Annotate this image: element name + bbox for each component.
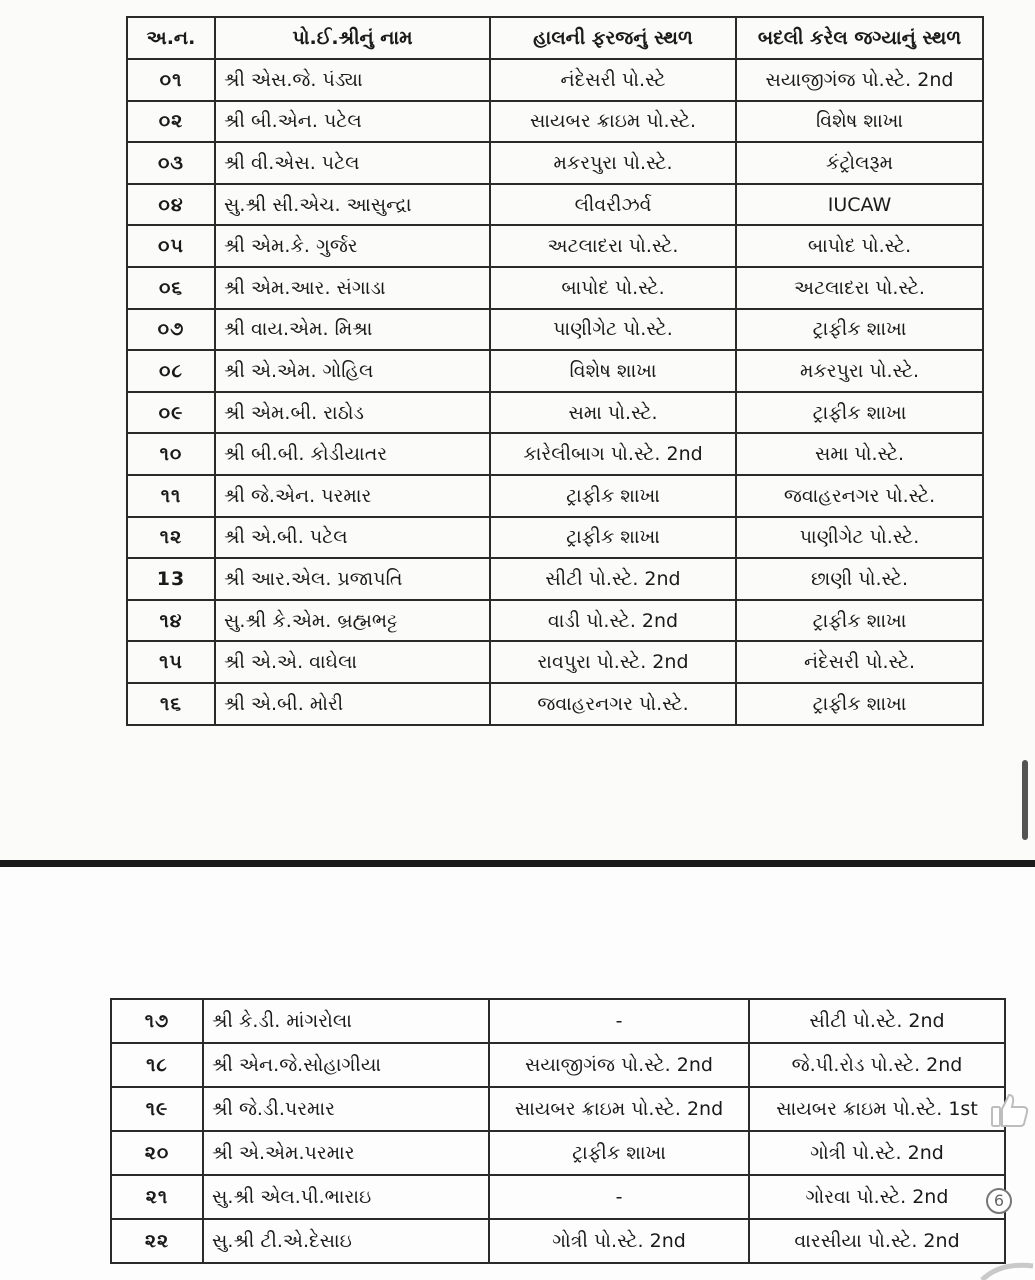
table-row [127, 683, 983, 725]
new-post-cell: છાણી પો.સ્ટે. [736, 558, 983, 600]
table-row [127, 142, 983, 184]
table-row [111, 1043, 1005, 1087]
table-header-row [127, 17, 983, 59]
officer-name-cell: શ્રી બી.બી. કોડીયાતર [215, 433, 490, 475]
table-row [111, 1219, 1005, 1263]
new-post-cell: ટ્રાફીક શાખા [736, 309, 983, 351]
officer-name-cell: શ્રી એ.બી. પટેલ [215, 517, 490, 559]
table-row [127, 641, 983, 683]
new-post-cell: અટલાદરા પો.સ્ટે. [736, 267, 983, 309]
current-post-cell: - [489, 999, 749, 1043]
page-divider [0, 860, 1035, 867]
table-row [127, 475, 983, 517]
officer-name-cell: શ્રી એ.એમ. ગોહિલ [215, 350, 490, 392]
officer-name-cell: સુ.શ્રી સી.એચ. આસુન્દ્રા [215, 184, 490, 226]
serial-number-cell: ૨૧ [111, 1175, 203, 1219]
current-post-cell: - [489, 1175, 749, 1219]
current-post-cell: વાડી પો.સ્ટે. 2nd [490, 600, 736, 642]
serial-number-cell: ૧૨ [127, 517, 215, 559]
corner-decoration [980, 1262, 1035, 1280]
serial-number-cell: 13 [127, 558, 215, 600]
table-row [127, 267, 983, 309]
table-row [111, 1175, 1005, 1219]
officer-name-cell: શ્રી વી.એસ. પટેલ [215, 142, 490, 184]
serial-number-cell: ૦૮ [127, 350, 215, 392]
table-row [127, 225, 983, 267]
officer-name-cell: શ્રી એન.જે.સોહાગીયા [203, 1043, 489, 1087]
current-post-cell: સમા પો.સ્ટે. [490, 392, 736, 434]
new-post-cell: સયાજીગંજ પો.સ્ટે. 2nd [736, 59, 983, 101]
new-post-cell: મકરપુરા પો.સ્ટે. [736, 350, 983, 392]
officer-name-cell: શ્રી જે.એન. પરમાર [215, 475, 490, 517]
serial-number-cell: ૦૨ [127, 101, 215, 143]
table-row [127, 184, 983, 226]
serial-number-cell: ૧૫ [127, 641, 215, 683]
table-row [127, 433, 983, 475]
new-post-cell: પાણીગેટ પો.સ્ટે. [736, 517, 983, 559]
current-post-cell: અટલાદરા પો.સ્ટે. [490, 225, 736, 267]
new-post-cell: IUCAW [736, 184, 983, 226]
table-row [127, 600, 983, 642]
table-row [127, 517, 983, 559]
table-row [111, 1131, 1005, 1175]
serial-number-cell: ૧૪ [127, 600, 215, 642]
table-row [127, 558, 983, 600]
officer-name-cell: શ્રી આર.એલ. પ્રજાપતિ [215, 558, 490, 600]
officer-name-cell: શ્રી એમ.આર. સંગાડા [215, 267, 490, 309]
new-post-cell: સમા પો.સ્ટે. [736, 433, 983, 475]
serial-number-cell: ૦૬ [127, 267, 215, 309]
table-row [127, 392, 983, 434]
new-post-cell: ટ્રાફીક શાખા [736, 600, 983, 642]
officer-name-cell: શ્રી બી.એન. પટેલ [215, 101, 490, 143]
officer-name-cell: શ્રી એ.એ. વાઘેલા [215, 641, 490, 683]
current-post-cell: સાયબર ક્રાઇમ પો.સ્ટે. [490, 101, 736, 143]
serial-number-cell: ૦૫ [127, 225, 215, 267]
officer-name-cell: સુ.શ્રી ટી.એ.દેસાઇ [203, 1219, 489, 1263]
current-post-cell: ટ્રાફીક શાખા [489, 1131, 749, 1175]
officer-name-cell: શ્રી એમ.કે. ગુર્જર [215, 225, 490, 267]
current-post-cell: મકરપુરા પો.સ્ટે. [490, 142, 736, 184]
current-post-cell: વિશેષ શાખા [490, 350, 736, 392]
officer-name-cell: સુ.શ્રી એલ.પી.ભારાઇ [203, 1175, 489, 1219]
new-post-cell: બાપોદ પો.સ્ટે. [736, 225, 983, 267]
current-post-cell: લીવરીઝર્વ [490, 184, 736, 226]
serial-number-cell: ૧૦ [127, 433, 215, 475]
header-current-post: હાલની ફરજનું સ્થળ [490, 17, 736, 59]
new-post-cell: વારસીયા પો.સ્ટે. 2nd [749, 1219, 1005, 1263]
new-post-cell: ગોત્રી પો.સ્ટે. 2nd [749, 1131, 1005, 1175]
serial-number-cell: ૦૧ [127, 59, 215, 101]
serial-number-cell: ૦૭ [127, 309, 215, 351]
serial-number-cell: ૧૯ [111, 1087, 203, 1131]
current-post-cell: સીટી પો.સ્ટે. 2nd [490, 558, 736, 600]
new-post-cell: સાયબર ક્રાઇમ પો.સ્ટે. 1st [749, 1087, 1005, 1131]
new-post-cell: વિશેષ શાખા [736, 101, 983, 143]
current-post-cell: કારેલીબાગ પો.સ્ટે. 2nd [490, 433, 736, 475]
current-post-cell: ટ્રાફીક શાખા [490, 517, 736, 559]
serial-number-cell: ૧૭ [111, 999, 203, 1043]
new-post-cell: ટ્રાફીક શાખા [736, 683, 983, 725]
officer-name-cell: સુ.શ્રી કે.એમ. બ્રહ્મભટ્ટ [215, 600, 490, 642]
header-name: પો.ઈ.શ્રીનું નામ [215, 17, 490, 59]
current-post-cell: ટ્રાફીક શાખા [490, 475, 736, 517]
current-post-cell: નંદેસરી પો.સ્ટે [490, 59, 736, 101]
officer-name-cell: શ્રી એ.બી. મોરી [215, 683, 490, 725]
table-row [127, 309, 983, 351]
page-number-badge: 6 [986, 1188, 1012, 1214]
current-post-cell: સયાજીગંજ પો.સ્ટે. 2nd [489, 1043, 749, 1087]
current-post-cell: ગોત્રી પો.સ્ટે. 2nd [489, 1219, 749, 1263]
transfer-table-2 [110, 998, 1006, 1264]
new-post-cell: નંદેસરી પો.સ્ટે. [736, 641, 983, 683]
officer-name-cell: શ્રી એમ.બી. રાઠોડ [215, 392, 490, 434]
table-row [127, 350, 983, 392]
thumbs-up-icon[interactable] [990, 1090, 1030, 1130]
officer-name-cell: શ્રી જે.ડી.પરમાર [203, 1087, 489, 1131]
header-new-post: બદલી કરેલ જગ્યાનું સ્થળ [736, 17, 983, 59]
officer-name-cell: શ્રી વાય.એમ. મિશ્રા [215, 309, 490, 351]
new-post-cell: જે.પી.રોડ પો.સ્ટે. 2nd [749, 1043, 1005, 1087]
transfer-table-1 [126, 16, 984, 726]
serial-number-cell: ૨૦ [111, 1131, 203, 1175]
new-post-cell: ગોરવા પો.સ્ટે. 2nd [749, 1175, 1005, 1219]
serial-number-cell: ૦૪ [127, 184, 215, 226]
current-post-cell: પાણીગેટ પો.સ્ટે. [490, 309, 736, 351]
serial-number-cell: ૦૯ [127, 392, 215, 434]
table-row [111, 1087, 1005, 1131]
officer-name-cell: શ્રી એ.એમ.પરમાર [203, 1131, 489, 1175]
officer-name-cell: શ્રી કે.ડી. માંગરોલા [203, 999, 489, 1043]
current-post-cell: રાવપુરા પો.સ્ટે. 2nd [490, 641, 736, 683]
new-post-cell: જવાહરનગર પો.સ્ટે. [736, 475, 983, 517]
new-post-cell: ટ્રાફીક શાખા [736, 392, 983, 434]
serial-number-cell: ૧૧ [127, 475, 215, 517]
header-serial: અ.ન. [127, 17, 215, 59]
serial-number-cell: ૧૮ [111, 1043, 203, 1087]
table-row [127, 101, 983, 143]
serial-number-cell: ૨૨ [111, 1219, 203, 1263]
new-post-cell: કંટ્રોલરૂમ [736, 142, 983, 184]
current-post-cell: બાપોદ પો.સ્ટે. [490, 267, 736, 309]
table-row [127, 59, 983, 101]
serial-number-cell: ૧૬ [127, 683, 215, 725]
table-row [111, 999, 1005, 1043]
new-post-cell: સીટી પો.સ્ટે. 2nd [749, 999, 1005, 1043]
current-post-cell: સાયબર ક્રાઇમ પો.સ્ટે. 2nd [489, 1087, 749, 1131]
current-post-cell: જવાહરનગર પો.સ્ટે. [490, 683, 736, 725]
serial-number-cell: ૦૩ [127, 142, 215, 184]
officer-name-cell: શ્રી એસ.જે. પંડ્યા [215, 59, 490, 101]
page-edge-shadow [1022, 760, 1028, 840]
